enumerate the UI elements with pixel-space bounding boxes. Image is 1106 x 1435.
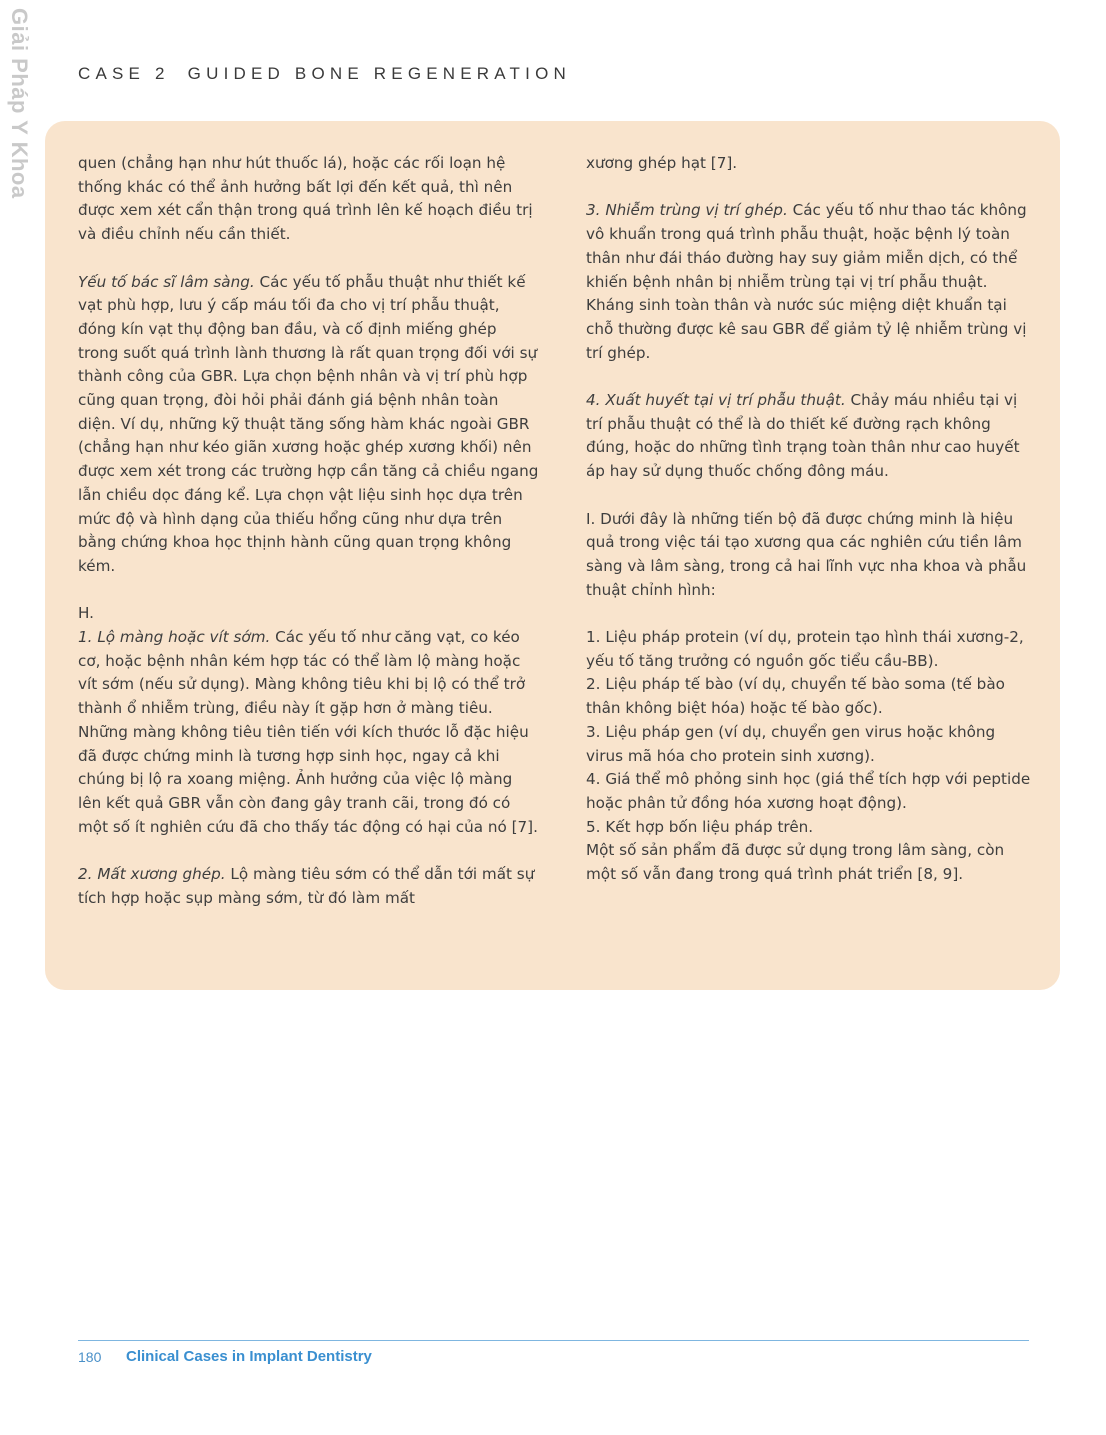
section-label: H.: [78, 604, 94, 623]
running-head: [78, 64, 571, 84]
paragraph: quen (chẳng hạn như hút thuốc lá), hoặc các rối loạn hệ thống khác có thể ảnh hưởng bất lợi đến kết quả, thì nên được xem xét cẩn thận trong quá trình lên kế hoạch điều trị và điều chỉnh nếu cần thiết.: [78, 154, 533, 244]
paragraph-body: Các yếu tố như thao tác không vô khuẩn trong quá trình phẫu thuật, hoặc bệnh lý toàn thân như đái tháo đường hay suy giảm miễn dịch, có thể khiến bệnh nhân bị nhiễm trùng tại vị trí phẫu thuật. Kháng sinh toàn thân và nước súc miệng diệt khuẩn tại chỗ thường được kê sau GBR để giảm tỷ lệ nhiễm trùng vị trí ghép.: [586, 201, 1027, 362]
list-item: 5. Kết hợp bốn liệu pháp trên.: [586, 817, 814, 836]
paragraph-lead: 4. Xuất huyết tại vị trí phẫu thuật.: [586, 391, 846, 409]
watermark: Giải Pháp Y Khoa: [7, 8, 32, 199]
list-item: 2. Liệu pháp tế bào (ví dụ, chuyển tế bào soma (tế bào thân không biệt hóa) hoặc tế bào gốc).: [586, 675, 1005, 718]
paragraph-body: Các yếu tố phẫu thuật như thiết kế vạt phù hợp, lưu ý cấp máu tối đa cho vị trí phẫu thuật, đóng kín vạt thụ động ban đầu, và cố định miếng ghép trong suốt quá trình lành thương là rất quan trọng đối với sự thành công của GBR. Lựa chọn bệnh nhân và vị trí phù hợp cũng quan trọng, đòi hỏi phải đánh giá bệnh nhân toàn diện. Ví dụ, những kỹ thuật tăng sống hàm khác ngoài GBR (chẳng hạn như kéo giãn xương hoặc ghép xương khối) nên được xem xét trong các trường hợp cần tăng cả chiều ngang lẫn chiều dọc đáng kể. Lựa chọn vật liệu sinh học dựa trên mức độ và hình dạng của thiếu hổng cũng như dựa trên bằng chứng khoa học thịnh hành cũng quan trọng không kém.: [78, 272, 539, 575]
list-item: Một số sản phẩm đã được sử dụng trong lâm sàng, còn một số vẫn đang trong quá trình phát triển [8, 9].: [586, 841, 1005, 884]
paragraph: [586, 389, 1034, 484]
paragraph: [78, 271, 540, 579]
footer-rule: [78, 1340, 1029, 1341]
list-item: 4. Giá thể mô phỏng sinh học (giá thể tích hợp với peptide hoặc phân tử đồng hóa xương hoạt động).: [586, 770, 1031, 812]
paragraph-body: Lộ màng tiêu sớm có thể dẫn tới mất sự tích hợp hoặc sụp màng sớm, từ đó làm mất: [78, 865, 535, 907]
paragraph-lead: 3. Nhiễm trùng vị trí ghép.: [586, 201, 788, 220]
paragraph-lead: 2. Mất xương ghép.: [78, 865, 226, 884]
list-item: 3. Liệu pháp gen (ví dụ, chuyển gen virus hoặc không virus mã hóa cho protein sinh xương).: [586, 722, 996, 765]
book-title: Clinical Cases in Implant Dentistry: [126, 1348, 372, 1365]
paragraph: [586, 199, 1034, 365]
paragraph: [78, 863, 540, 910]
therapy-list: [586, 626, 1034, 887]
list-item: 1. Liệu pháp protein (ví dụ, protein tạo hình thái xương-2, yếu tố tăng trưởng có nguồn gốc tiểu cầu-BB).: [586, 628, 1024, 670]
paragraph: xương ghép hạt [7].: [586, 154, 738, 172]
paragraph-lead: Yếu tố bác sĩ lâm sàng.: [78, 272, 255, 291]
case-label: CASE 2: [78, 64, 170, 83]
right-column: [586, 152, 1034, 887]
page-number: 180: [78, 1349, 102, 1365]
paragraph: [78, 626, 540, 839]
paragraph-body: Các yếu tố như căng vạt, co kéo cơ, hoặc bệnh nhân kém hợp tác có thể làm lộ màng hoặc vít sớm (nếu sử dụng). Màng không tiêu khi bị lộ có thể trở thành ổ nhiễm trùng, điều này ít gặp hơn ở màng tiêu. Những màng không tiêu tiên tiến với kích thước lỗ đặc hiệu đã được chứng minh là tương hợp sinh học, ngay cả khi chúng bị lộ ra xoang miệng. Ảnh hưởng của việc lộ màng lên kết quả GBR vẫn còn đang gây tranh cãi, trong đó có một số ít nghiên cứu đã cho thấy tác động có hại của nó [7].: [78, 628, 538, 836]
paragraph-body: Chảy máu nhiều tại vị trí phẫu thuật có thể là do thiết kế đường rạch không đúng, hoặc do những tình trạng toàn thân như cao huyết áp hay sử dụng thuốc chống đông máu.: [586, 391, 1020, 481]
left-column: [78, 152, 540, 934]
chapter-title: GUIDED BONE REGENERATION: [187, 64, 571, 83]
paragraph-lead: 1. Lộ màng hoặc vít sớm.: [78, 628, 271, 647]
paragraph: I. Dưới đây là những tiến bộ đã được chứng minh là hiệu quả trong việc tái tạo xương qua các nghiên cứu tiền lâm sàng và lâm sàng, trong cả hai lĩnh vực nha khoa và phẫu thuật chỉnh hình:: [586, 509, 1027, 599]
